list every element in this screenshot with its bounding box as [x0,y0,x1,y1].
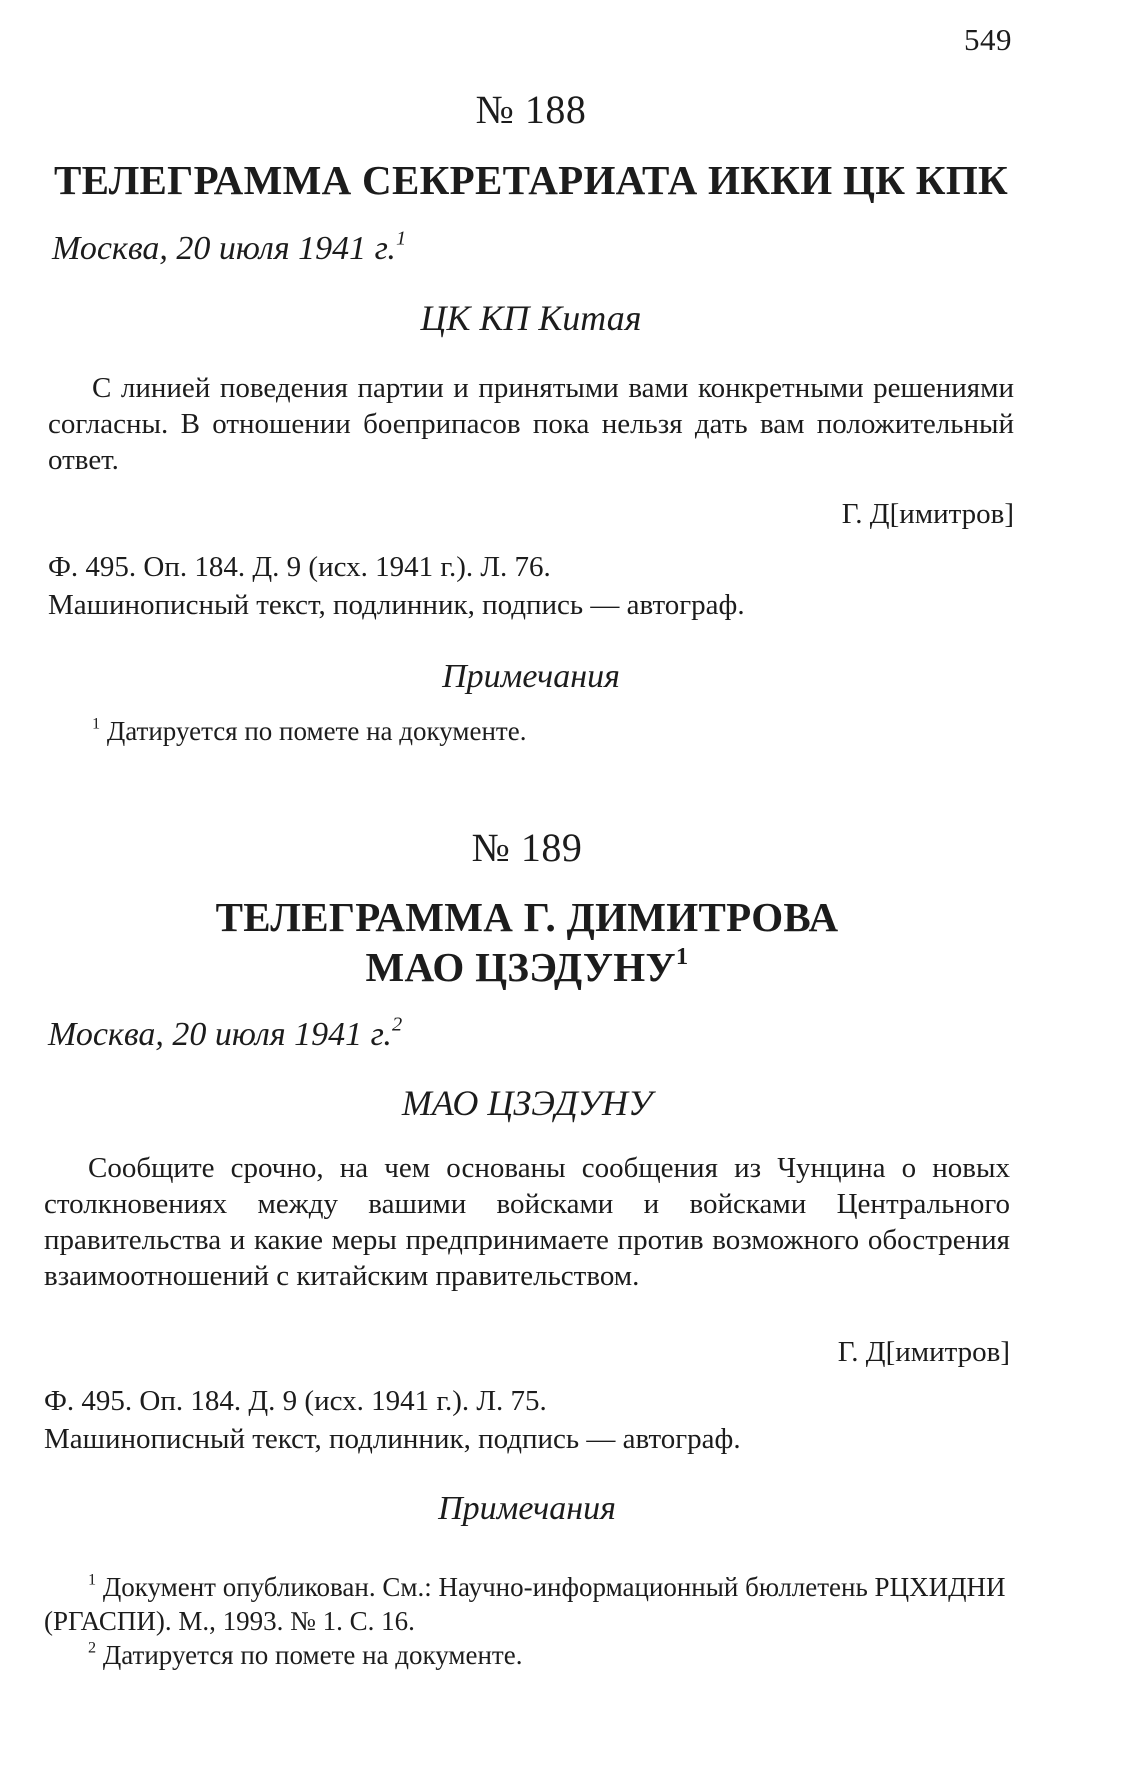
place-date-footnote-marker: 1 [395,227,407,250]
footnote-marker: 2 [88,1638,97,1657]
archive-desc-line: Машинописный текст, подлинник, подпись — автограф. [44,1423,741,1455]
place-date-footnote-marker: 2 [391,1013,403,1036]
addressee: ЦК КП Китая [420,298,642,338]
page-number: 549 [964,22,1012,57]
place-date [48,1013,1014,1053]
telegram-body: Сообщите срочно, на чем основаны сообщения из Чунцина о новых столкновениях между вашими войсками и войсками Центрального правительства и какие меры предпринимаете против возможного обострения взаимоотношений с китайским правительством. [44,1152,1010,1292]
title-line: ТЕЛЕГРАММА СЕКРЕТАРИАТА ИККИ ЦК КПК [53,157,1009,203]
document-title [48,155,1014,205]
footnote-marker: 1 [92,714,101,733]
title-line-text: МАО ЦЗЭДУНУ [365,944,676,990]
footnote-text: Датируется по помете на документе. [102,1640,523,1670]
footnote [48,714,1014,748]
title-line [44,942,1010,992]
telegram-body: С линией поведения партии и принятыми вами конкретными решениями согласны. В отношении боеприпасов пока нельзя дать вам положительный ответ. [48,372,1014,476]
footnote [44,1570,1010,1638]
archive-ref-line: Ф. 495. Оп. 184. Д. 9 (исх. 1941 г.). Л. 76. [48,551,551,583]
signature: Г. Д[имитров] [837,1336,1010,1368]
footnote-text: Документ опубликован. См.: Научно-информационный бюллетень РЦХИДНИ (РГАСПИ). М., 1993. № 1. С. 16. [44,1572,1006,1636]
title-line: ТЕЛЕГРАММА Г. ДИМИТРОВА [215,894,839,940]
place-date [52,227,1018,267]
archive-reference [48,548,1014,624]
document-title [44,892,1010,992]
place-date-text: Москва, 20 июля 1941 г. [48,1016,392,1053]
archive-desc-line: Машинописный текст, подлинник, подпись — автограф. [48,589,745,621]
addressee: МАО ЦЗЭДУНУ [401,1083,653,1123]
footnote [44,1638,1010,1672]
document-number: № 189 [471,825,583,870]
notes-heading: Примечания [438,1490,616,1527]
footnote-text: Датируется по помете на документе. [106,716,527,746]
place-date-text: Москва, 20 июля 1941 г. [52,230,396,267]
title-footnote-marker: 1 [675,942,689,970]
notes-heading: Примечания [442,658,620,695]
footnote-marker: 1 [88,1570,97,1589]
signature: Г. Д[имитров] [841,498,1014,530]
archive-reference [44,1382,1010,1458]
archive-ref-line: Ф. 495. Оп. 184. Д. 9 (исх. 1941 г.). Л. 75. [44,1385,547,1417]
document-number: № 188 [475,87,587,132]
